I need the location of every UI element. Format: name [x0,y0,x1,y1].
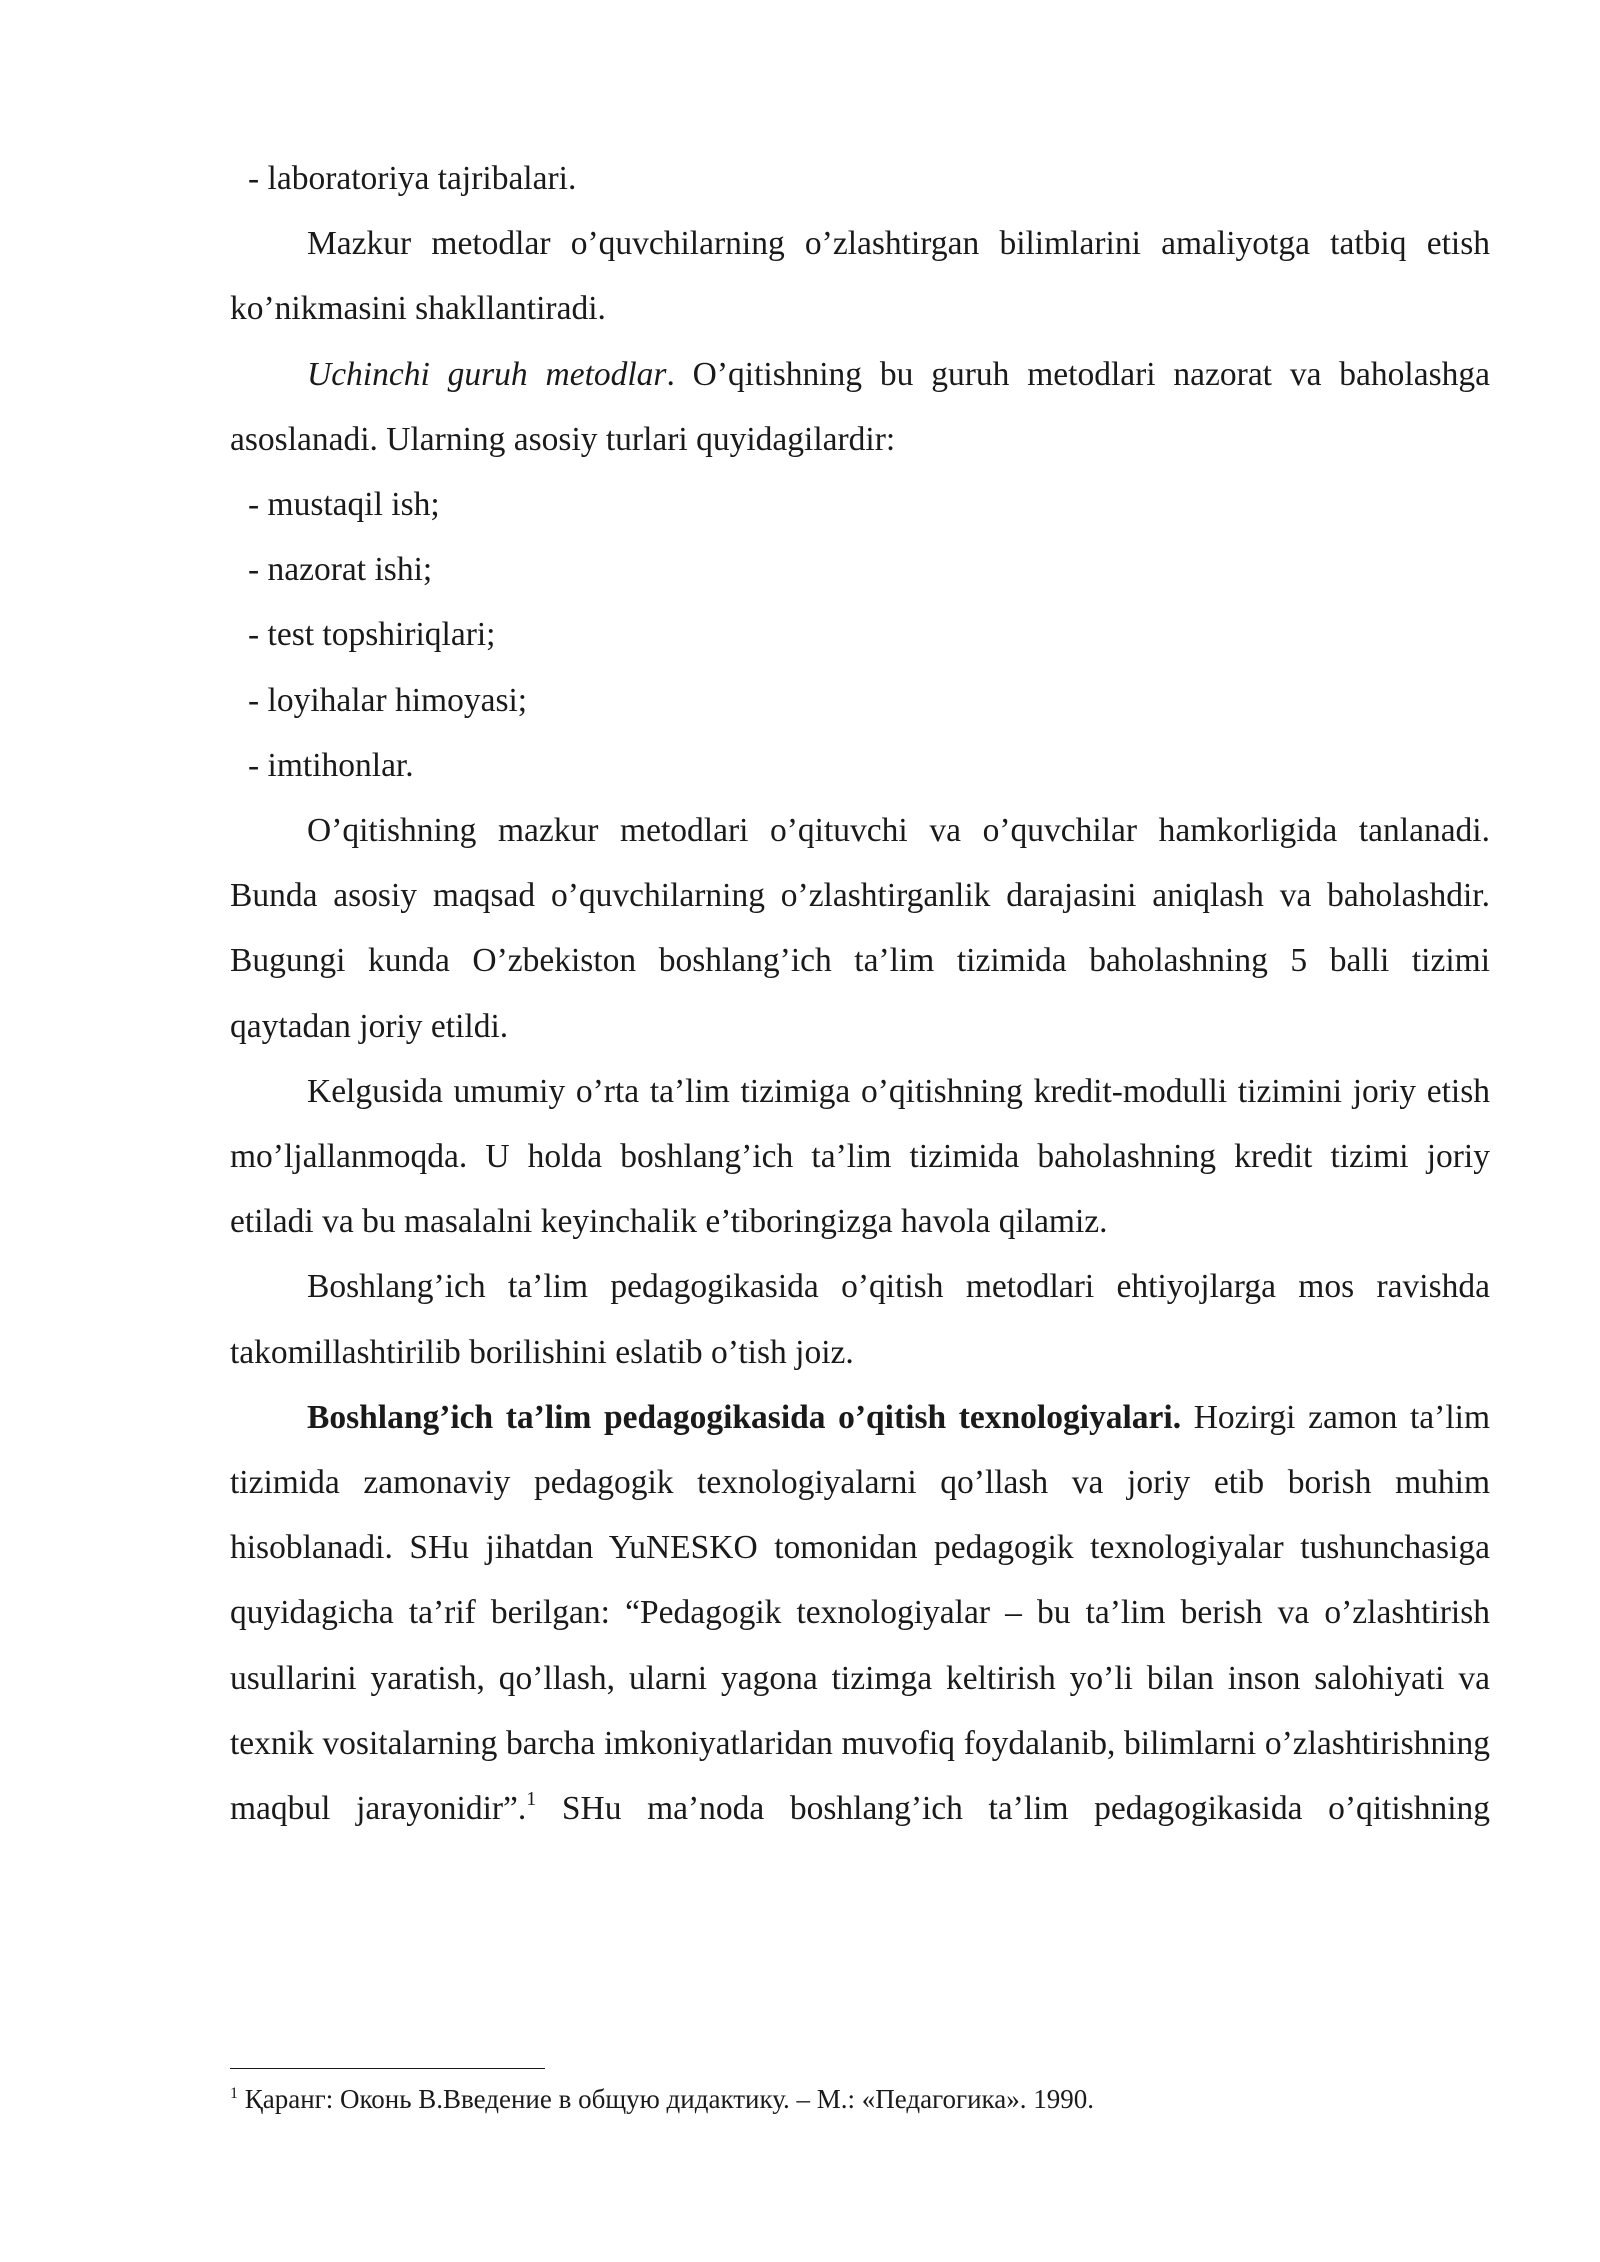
bold-heading: Boshlang’ich ta’lim pedagogikasida o’qitish texnologiyalari. [307,1398,1182,1436]
list-item: - laboratoriya tajribalari. [248,160,577,197]
paragraph-text: SHu ma’noda boshlang’ich ta’lim pedagogikasida o’qitishning [536,1790,1490,1828]
list-item: - test topshiriqlari; [248,616,496,654]
footnote-marker: 1 [230,2085,238,2102]
list-item: - nazorat ishi; [248,551,433,589]
paragraph: O’qitishning mazkur metodlari o’qituvchi va o’quvchilar hamkorligida tanlanadi. Bunda asosiy maqsad o’quvchilarning o’zlashtirganlik darajasini aniqlash va baholashdir. Bugungi kunda O’zbekiston boshlang’ich ta’lim tizimida baholashning 5 balli tizimi qaytadan joriy etildi. [230,812,1490,1045]
paragraph: Mazkur metodlar o’quvchilarning o’zlashtirgan bilimlarini amaliyotga tatbiq etish ko’nikmasini shakllantiradi. [230,225,1490,328]
paragraph: Boshlang’ich ta’lim pedagogikasida o’qitish metodlari ehtiyojlarga mos ravishda takomillashtirilib borilishini eslatib o’tish joiz. [230,1268,1490,1371]
footnote-text: Қаранг: Оконь В.Введение в общую дидактику. – М.: «Педагогика». 1990. [238,2084,1094,2114]
footnote-reference[interactable]: 1 [526,1788,537,1811]
paragraph [230,1385,1490,1841]
italic-heading: Uchinchi guruh metodlar [307,355,667,393]
list-item: - imtihonlar. [248,746,414,784]
paragraph [230,342,1490,472]
list-item: - mustaqil ish; [248,486,440,524]
list-item: - loyihalar himoyasi; [248,681,528,719]
footnote-separator [230,2068,545,2069]
paragraph-text: Hozirgi zamon ta’lim tizimida zamonaviy pedagogik texnologiyalarni qo’llash va joriy etib borish muhim hisoblanadi. SHu jihatdan YuNESKO tomonidan pedagogik texnologiyalar tushunchasiga quyidagicha ta’rif berilgan: “Pedagogik texnologiyalar – bu ta’lim berish va o’zlashtirish usullarini yaratish, qo’llash, ularni yagona tizimga keltirish yo’li bilan inson salohiyati va texnik vositalarning barcha imkoniyatlaridan muvofiq foydalanib, bilimlarni o’zlashtirishning maqbul jarayonidir”. [230,1398,1490,1828]
footnote [230,2082,1490,2116]
main-text [230,146,1490,1841]
paragraph-text: . O’qitishning bu guruh metodlari nazorat va baholashga asoslanadi. Ularning asosiy turlari quyidagilardir: [230,355,1490,458]
paragraph: Kelgusida umumiy o’rta ta’lim tizimiga o’qitishning kredit-modulli tizimini joriy etish mo’ljallanmoqda. U holda boshlang’ich ta’lim tizimida baholashning kredit tizimi joriy etiladi va bu masalalni keyinchalik e’tiboringizga havola qilamiz. [230,1072,1490,1241]
